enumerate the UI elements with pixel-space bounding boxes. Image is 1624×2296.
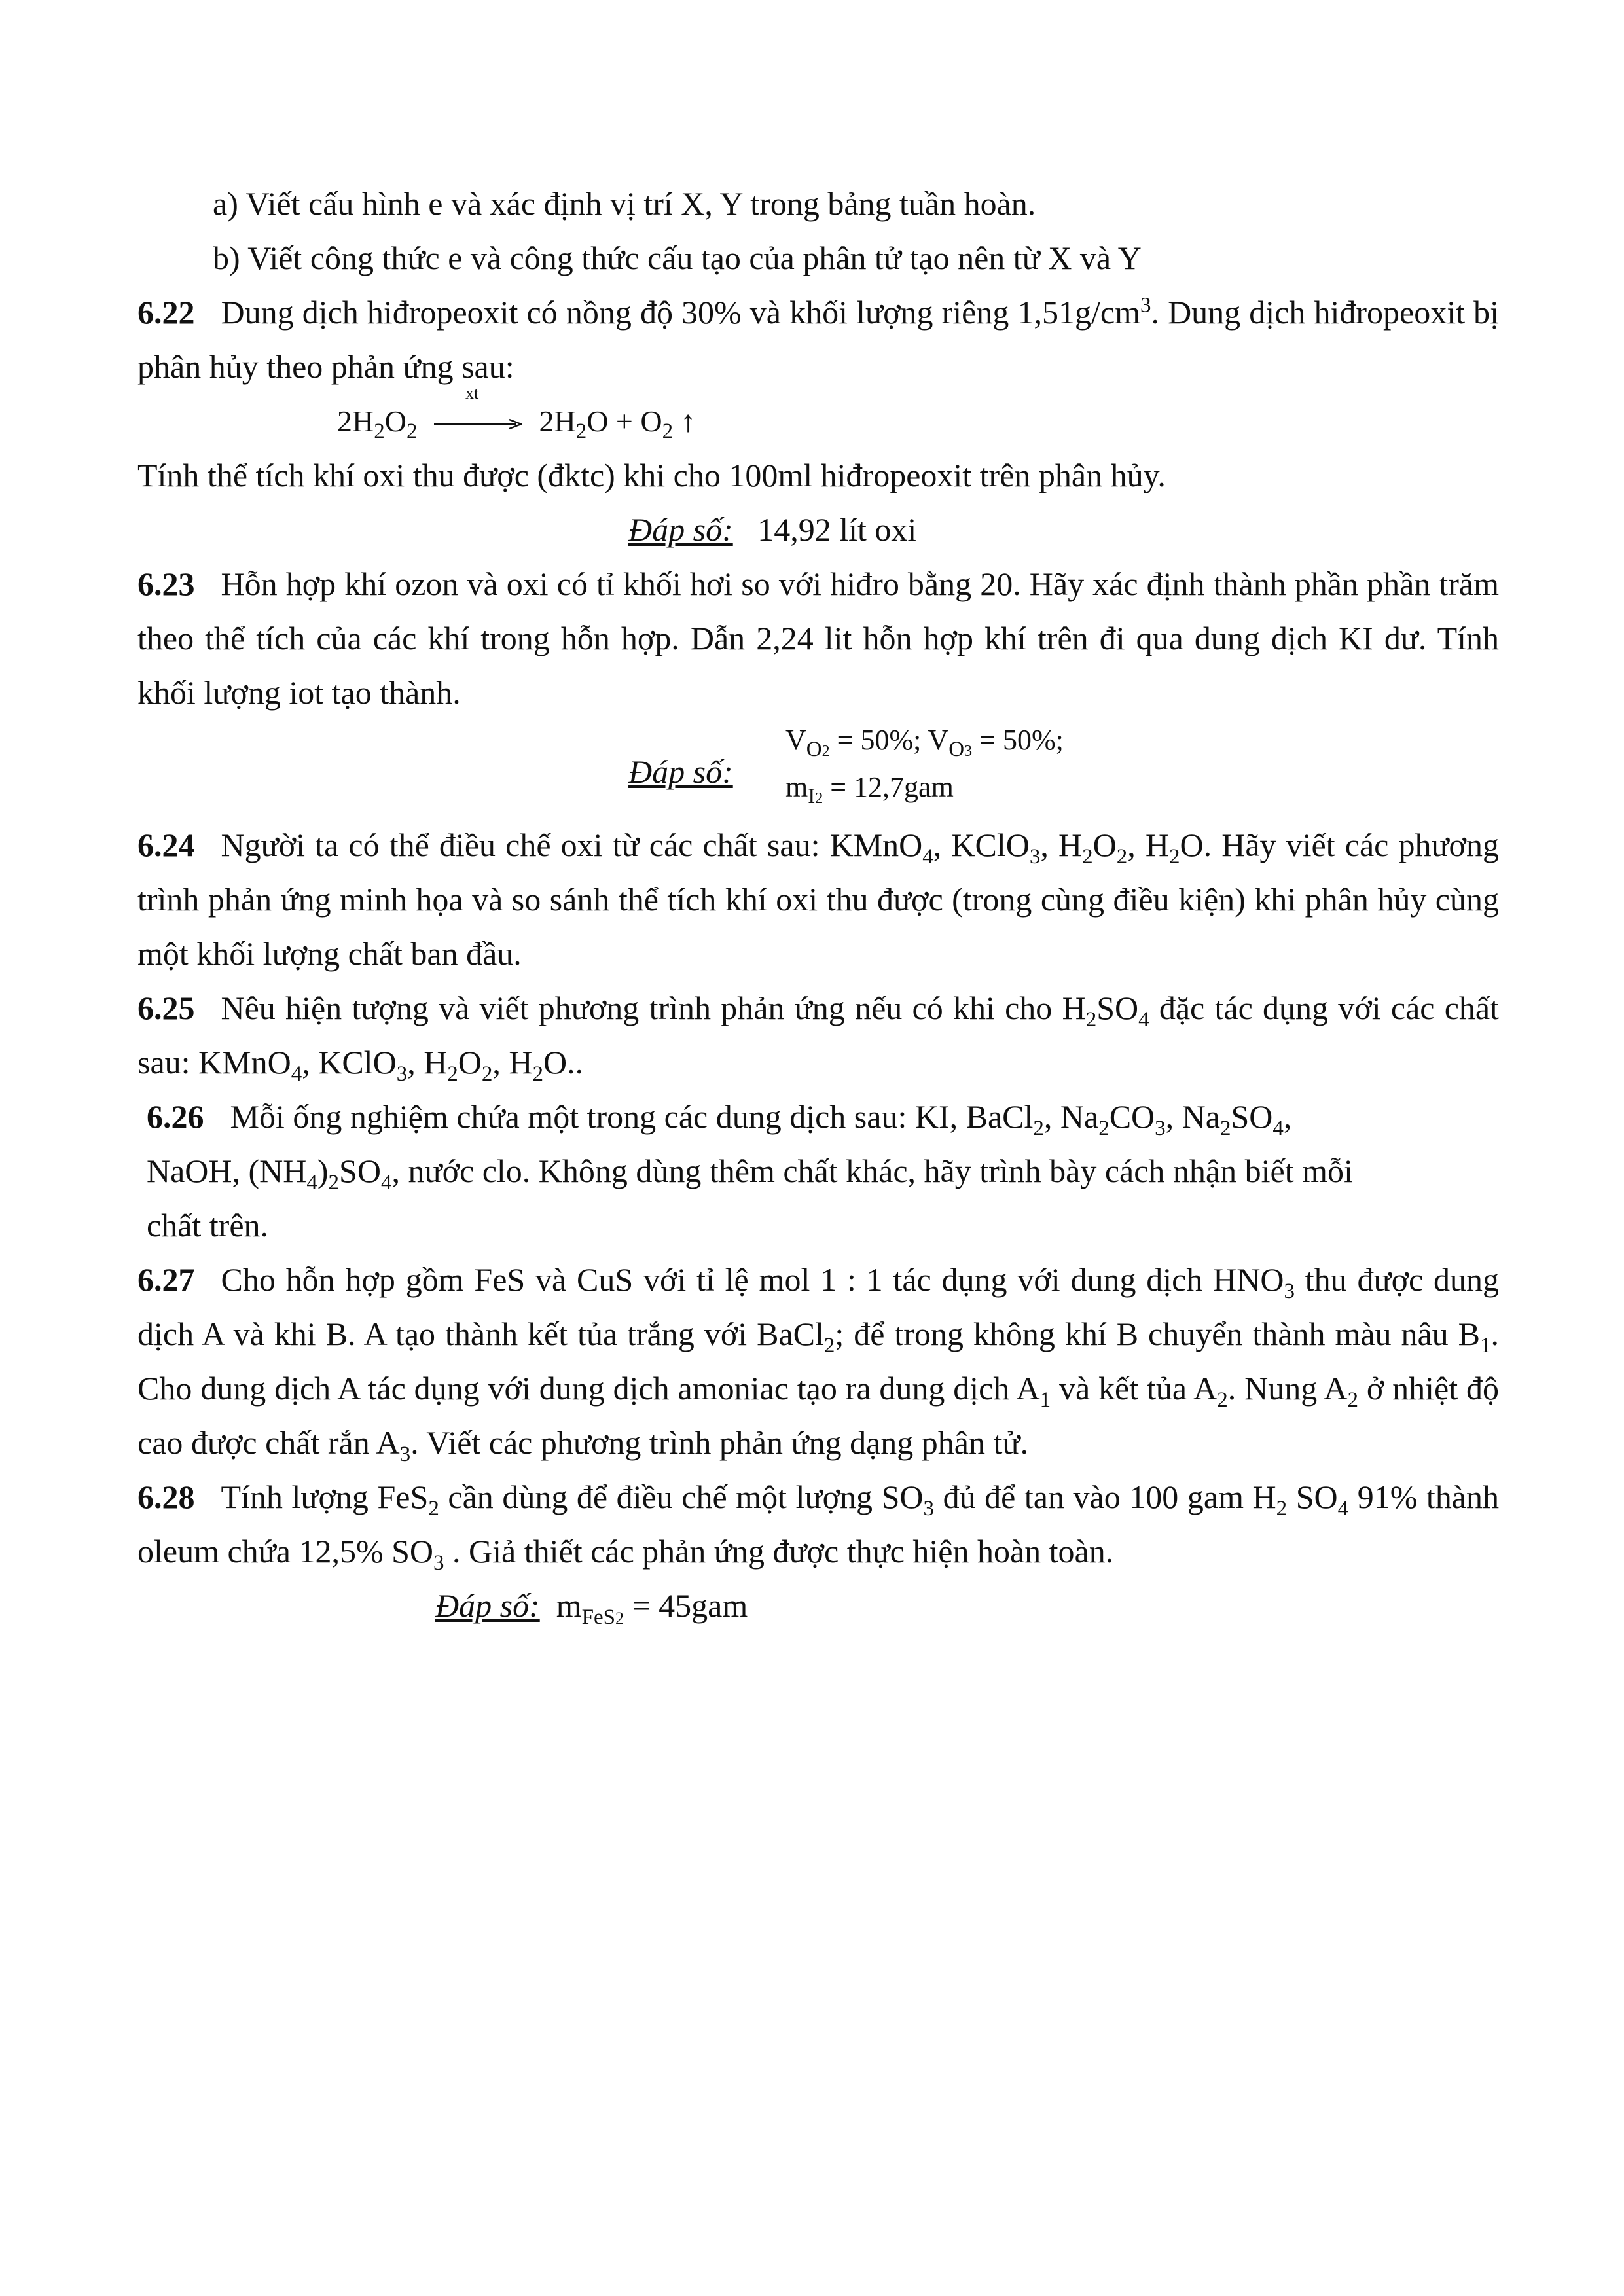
problem-6-25: 6.25 Nêu hiện tượng và viết phương trình phản ứng nếu có khi cho $H_2SO_4$ đặc tác dụng với các chất sau: KMnO$_4$, KClO$_3$, $H_2O_2$, $H_2O$.. xyxy=(137,990,1500,1086)
item-a: a) Viết cấu hình e và xác định vị trí X, Y trong bảng tuần hoàn. xyxy=(213,185,1036,222)
answer-6-23: Đáp số: $V_{O2} = 50\%$; $V_{O3} = 50\%$; $m_{I2} = 12,7gam$ xyxy=(628,724,1064,808)
item-b: b) Viết công thức e và công thức cấu tạo của phân tử tạo nên từ X và Y xyxy=(213,240,1142,276)
problem-number: 6.23 xyxy=(137,565,195,602)
equation-6-22: $2H_2O_2$ xt $2H_2O + O_2$ ↑ xyxy=(337,384,696,444)
gas-arrow-icon: ↑ xyxy=(680,404,696,438)
problem-number: 6.26 xyxy=(147,1098,204,1135)
answer-label: Đáp số: xyxy=(628,753,733,790)
catalyst-arrow: xt xyxy=(434,418,522,431)
problem-number: 6.28 xyxy=(137,1479,195,1515)
problem-6-22: 6.22 Dung dịch hiđropeoxit có nồng độ 30% và khối lượng riêng $1,51g/cm^3$. Dung dịch hiđropeoxit bị phân hủy theo phản ứng sau: xyxy=(137,293,1499,385)
problem-number: 6.25 xyxy=(137,990,195,1026)
problem-number: 6.27 xyxy=(137,1261,195,1298)
problem-6-24: 6.24 Người ta có thể điều chế oxi từ các chất sau: KMnO$_4$, KClO$_3$, $H_2O_2$, $H_2O$. Hãy viết các phương trình phản ứng minh họa và so sánh thể tích khí oxi thu được (trong cùng điều kiện) khi phân hủy cùng một khối lượng chất ban đầu. xyxy=(137,827,1499,972)
answer-6-28: Đáp số: $m_{FeS2} = 45gam$ xyxy=(435,1587,748,1629)
document-page xyxy=(137,177,1499,1633)
problem-6-26: 6.26 Mỗi ống nghiệm chứa một trong các dung dịch sau: KI, BaCl$_2$, $Na_2CO_3$, $Na_2SO_4$, NaOH, $(NH_4)_2SO_4$, nước clo. Không dùng thêm chất khác, hãy trình bày cách nhận biết mỗi chất trên. xyxy=(147,1098,1353,1244)
problem-number: 6.22 xyxy=(137,294,195,331)
problem-6-23: 6.23 Hỗn hợp khí ozon và oxi có tỉ khối hơi so với hiđro bằng 20. Hãy xác định thành phần phần trăm theo thể tích của các khí trong hỗn hợp. Dẫn 2,24 lit hỗn hợp khí trên đi qua dung dịch KI dư. Tính khối lượng iot tạo thành. xyxy=(137,565,1499,711)
answer-label: Đáp số: xyxy=(628,511,733,548)
problem-6-28: 6.28 Tính lượng FeS$_2$ cần dùng để điều chế một lượng $SO_3$ đủ để tan vào 100 gam $H_2$ $SO_4$ 91% thành oleum chứa 12,5% $SO_3$ . Giả thiết các phản ứng được thực hiện hoàn toàn. xyxy=(137,1479,1499,1575)
problem-6-27: 6.27 Cho hỗn hợp gồm FeS và CuS với tỉ lệ mol 1 : 1 tác dụng với dung dịch $HNO_3$ thu được dung dịch A và khi B. A tạo thành kết tủa trắng với BaCl$_2$; để trong không khí B chuyển thành màu nâu $B_1$. Cho dung dịch A tác dụng với dung dịch amoniac tạo ra dung dịch $A_1$ và kết tủa $A_2$. Nung $A_2$ ở nhiệt độ cao được chất rắn $A_3$. Viết các phương trình phản ứng dạng phân tử. xyxy=(137,1261,1500,1466)
answer-label: Đáp số: xyxy=(435,1587,540,1624)
problem-number: 6.24 xyxy=(137,827,195,863)
answer-6-22: Đáp số: 14,92 lít oxi xyxy=(628,511,917,548)
question-6-22: Tính thể tích khí oxi thu được (đktc) khi cho 100ml hiđropeoxit trên phân hủy. xyxy=(137,457,1166,493)
